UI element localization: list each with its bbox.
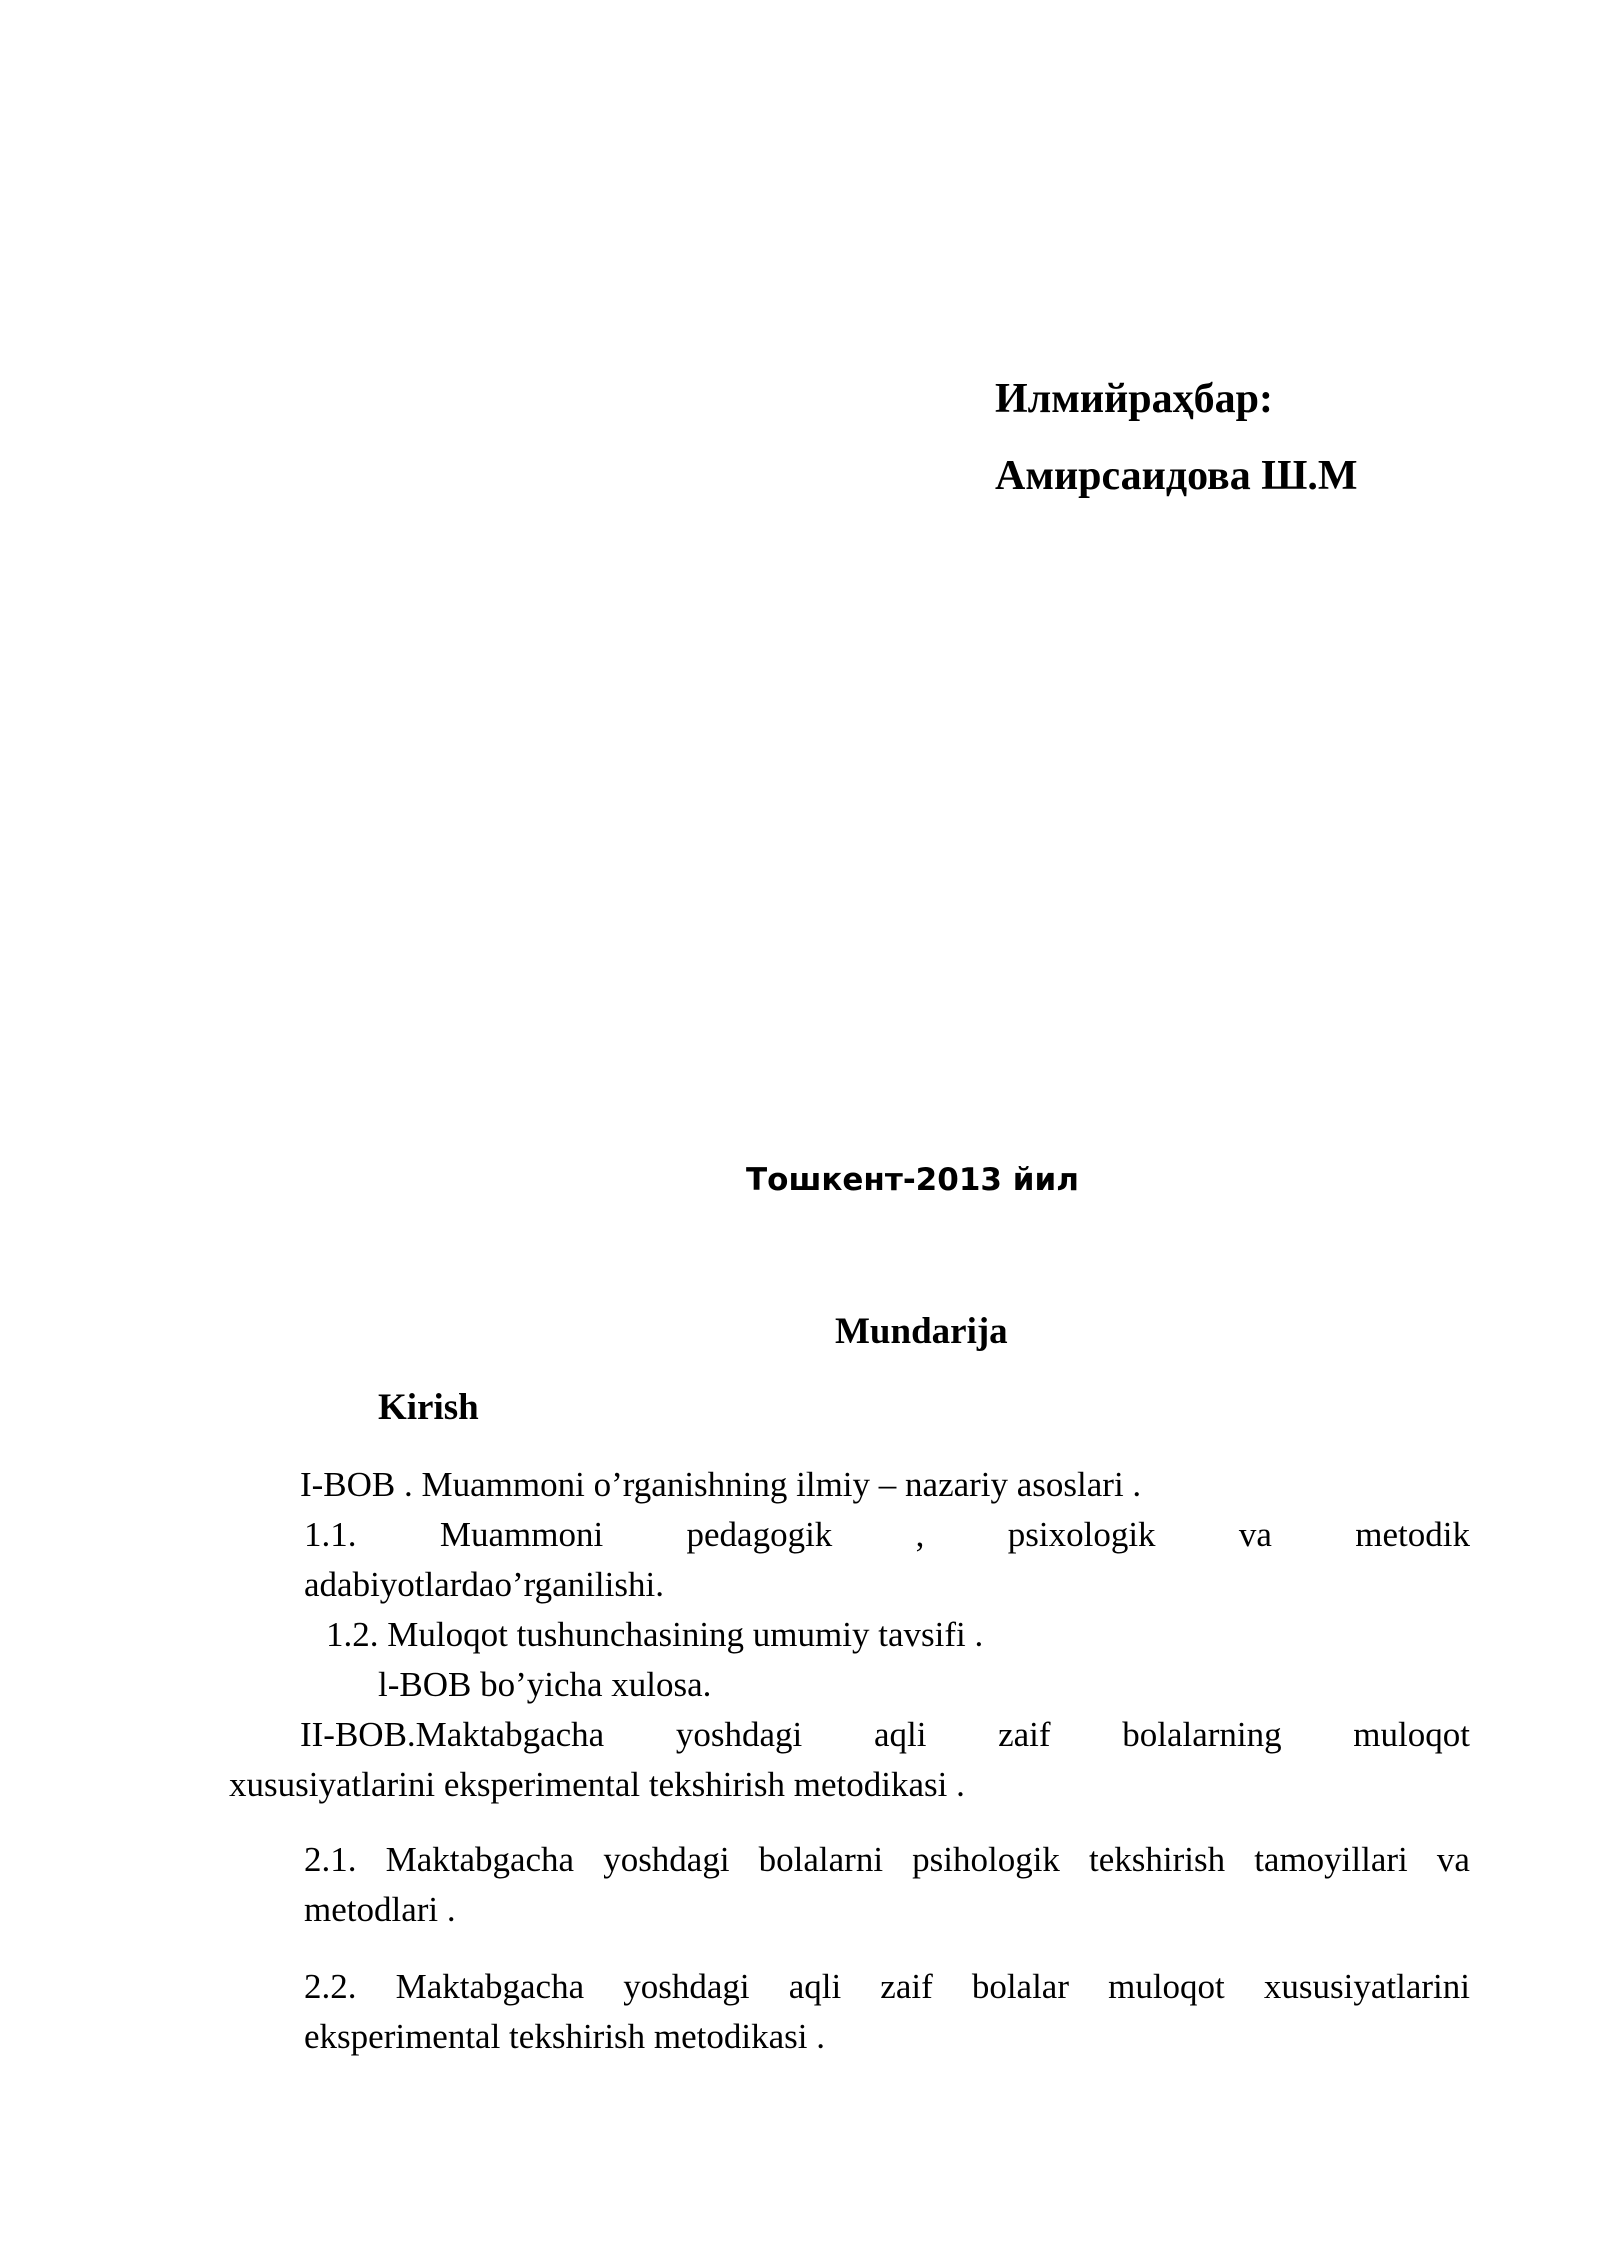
- supervisor-label: Илмийраҳбар:: [995, 376, 1273, 422]
- toc-chapter-2-title-line2: xususiyatlarini eksperimental tekshirish metodikasi .: [229, 1765, 965, 1804]
- contents-intro: Kirish: [378, 1387, 479, 1428]
- toc-item-1-2: 1.2. Muloqot tushunchasining umumiy tavsifi .: [326, 1615, 984, 1654]
- toc-word: tamoyillari: [1254, 1840, 1408, 1879]
- toc-word: zaif: [880, 1967, 933, 2006]
- toc-word: psixologik: [1007, 1515, 1156, 1554]
- toc-chapter-2-title-line1: [300, 1710, 1470, 1760]
- toc-word: 2.2.: [304, 1967, 357, 2006]
- toc-item-1-1-line2: adabiyotlardao’rganilishi.: [304, 1565, 664, 1604]
- toc-word: xususiyatlarini: [1263, 1967, 1470, 2006]
- toc-word: bolalarni: [758, 1840, 884, 1879]
- toc-word: ,: [915, 1515, 925, 1554]
- toc-item-2-1-line1: [304, 1835, 1470, 1885]
- toc-word: va: [1238, 1515, 1272, 1554]
- toc-item-2-1-line2: metodlari .: [304, 1890, 456, 1929]
- supervisor-name: Амирсаидова Ш.М: [995, 453, 1358, 499]
- toc-item-2-2-line1: [304, 1962, 1470, 2012]
- toc-item-1-1-line1: [304, 1510, 1470, 1560]
- toc-word: yoshdagi: [675, 1715, 803, 1754]
- toc-word: Maktabgacha: [385, 1840, 575, 1879]
- toc-word: bolalarning: [1122, 1715, 1282, 1754]
- toc-word: 2.1.: [304, 1840, 357, 1879]
- toc-word: muloqot: [1353, 1715, 1470, 1754]
- toc-word: Muammoni: [439, 1515, 604, 1554]
- contents-heading: Mundarija: [835, 1311, 1008, 1352]
- city-year: Тошкент-2013 йил: [746, 1162, 1079, 1198]
- toc-word: pedagogik: [686, 1515, 833, 1554]
- toc-word: aqli: [788, 1967, 842, 2006]
- toc-word: yoshdagi: [603, 1840, 730, 1879]
- toc-word: Maktabgacha: [395, 1967, 585, 2006]
- toc-word: 1.1.: [304, 1515, 357, 1554]
- toc-word: tekshirish: [1089, 1840, 1226, 1879]
- toc-chapter-1-conclusion: l-BOB bo’yicha xulosa.: [378, 1665, 712, 1704]
- toc-word: zaif: [998, 1715, 1051, 1754]
- toc-word: va: [1436, 1840, 1470, 1879]
- toc-word: bolalar: [971, 1967, 1070, 2006]
- toc-word: muloqot: [1108, 1967, 1225, 2006]
- toc-word: yoshdagi: [623, 1967, 750, 2006]
- toc-word: aqli: [873, 1715, 927, 1754]
- toc-item-2-2-line2: eksperimental tekshirish metodikasi .: [304, 2017, 826, 2056]
- toc-word: II-BOB.Maktabgacha: [300, 1715, 605, 1754]
- toc-chapter-1-title: I-BOB . Muammoni o’rganishning ilmiy – nazariy asoslari .: [300, 1465, 1142, 1504]
- toc-word: metodik: [1355, 1515, 1470, 1554]
- toc-word: psihologik: [912, 1840, 1060, 1879]
